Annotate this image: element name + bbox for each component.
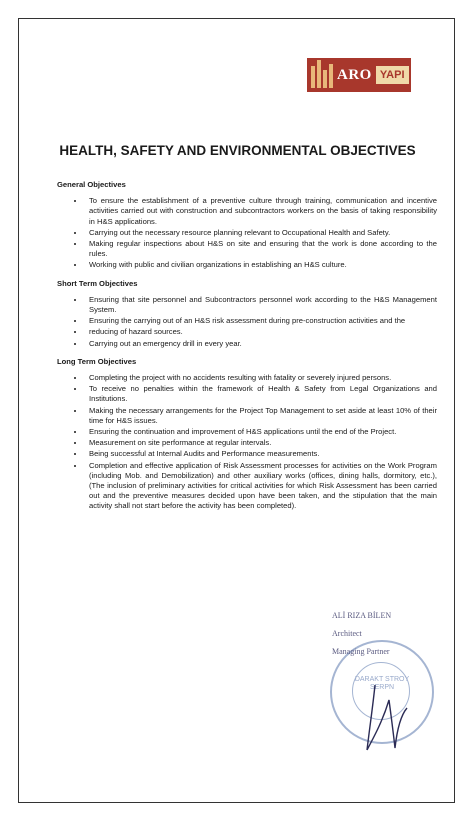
list-item: • Working with public and civilian organizations in establishing an H&S culture. [85, 260, 437, 270]
logo-brand: ARO [337, 66, 372, 83]
bullet-list [57, 295, 437, 349]
list-item: • Making the necessary arrangements for the Project Top Management to set aside at least 10% of their time for H&S issues. [85, 406, 437, 426]
list-item: • Ensuring the carrying out of an H&S risk assessment during pre-construction activities and the [85, 316, 437, 326]
bullet-list [57, 196, 437, 270]
company-logo [307, 58, 411, 92]
signatory-position: Managing Partner [332, 647, 390, 656]
list-item: • Ensuring that site personnel and Subcontractors personnel work according to the H&S Management System. [85, 295, 437, 315]
handwritten-signature [345, 680, 415, 755]
stamp-text: DARAKT STROY SERPN [354, 676, 410, 691]
section-heading: Long Term Objectives [57, 356, 137, 366]
list-item: • Ensuring the continuation and improvement of H&S applications until the end of the Project. [85, 427, 437, 437]
list-item: • Being successful at Internal Audits and Performance measurements. [85, 449, 437, 459]
section-short-term [57, 279, 437, 349]
section-heading: General Objectives [57, 180, 126, 189]
list-item: • Making regular inspections about H&S on site and ensuring that the work is done according to the rules. [85, 239, 437, 259]
list-item: • To receive no penalties within the framework of Health & Safety from Legal Organizations and Institutions. [85, 384, 437, 404]
list-item: • Carrying out an emergency drill in every year. [85, 339, 437, 349]
list-item: • Measurement on site performance at regular intervals. [85, 438, 437, 448]
list-item: • Completing the project with no accidents resulting with fatality or severely injured persons. [85, 373, 437, 383]
page-title: HEALTH, SAFETY AND ENVIRONMENTAL OBJECTIVES [59, 143, 416, 158]
bullet-list [57, 373, 437, 512]
section-long-term [57, 357, 437, 512]
signature-block [332, 611, 442, 665]
list-item: • reducing of hazard sources. [85, 327, 437, 337]
list-item: • To ensure the establishment of a preventive culture through training, communication and incentive activities carried out with construction and subcontractors workers on the basis of taking responsibility in H&S applications. [85, 196, 437, 227]
list-item: • Carrying out the necessary resource planning relevant to Occupational Health and Safety. [85, 228, 437, 238]
section-heading: Short Term Objectives [57, 278, 138, 288]
logo-suffix: YAPI [376, 66, 409, 84]
signatory-role: Architect [332, 629, 362, 638]
list-item: • Completion and effective application of Risk Assessment processes for activities on the Work Program (including Mob. and Demobilization) and other auxiliary works (offices, dining halls, dormitory, etc.), (The inclusion of preliminary activities for critical activities for which Risk Assessment has been carried out and the preventive measures decided upon have been taken, and the stipulation that the main activity shall not start before the activity has been completed). [85, 461, 437, 512]
logo-building-icon [307, 58, 337, 92]
section-general [57, 180, 437, 271]
objectives-content [57, 180, 437, 520]
signatory-name: ALİ RIZA BİLEN [332, 611, 392, 620]
